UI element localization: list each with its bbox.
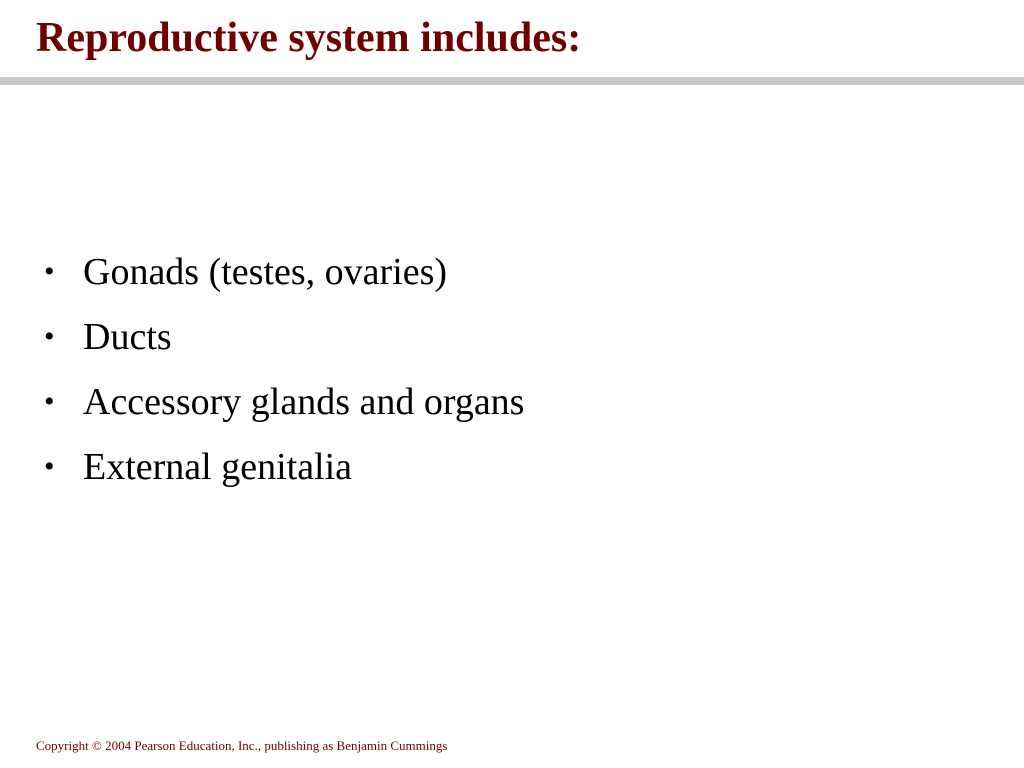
- bullet-text: Ducts: [83, 316, 172, 358]
- bullet-text: External genitalia: [83, 446, 353, 488]
- bullet-icon: •: [44, 450, 55, 483]
- bullet-icon: •: [44, 320, 55, 353]
- bullet-text: Gonads (testes, ovaries): [83, 251, 448, 293]
- copyright-footer: Copyright © 2004 Pearson Education, Inc., publishing as Benjamin Cummings: [36, 738, 448, 753]
- bullet-icon: •: [44, 255, 55, 288]
- title-divider: [0, 77, 1024, 85]
- bullet-icon: •: [44, 385, 55, 418]
- slide-title: Reproductive system includes:: [36, 15, 582, 61]
- bullet-text: Accessory glands and organs: [83, 381, 525, 423]
